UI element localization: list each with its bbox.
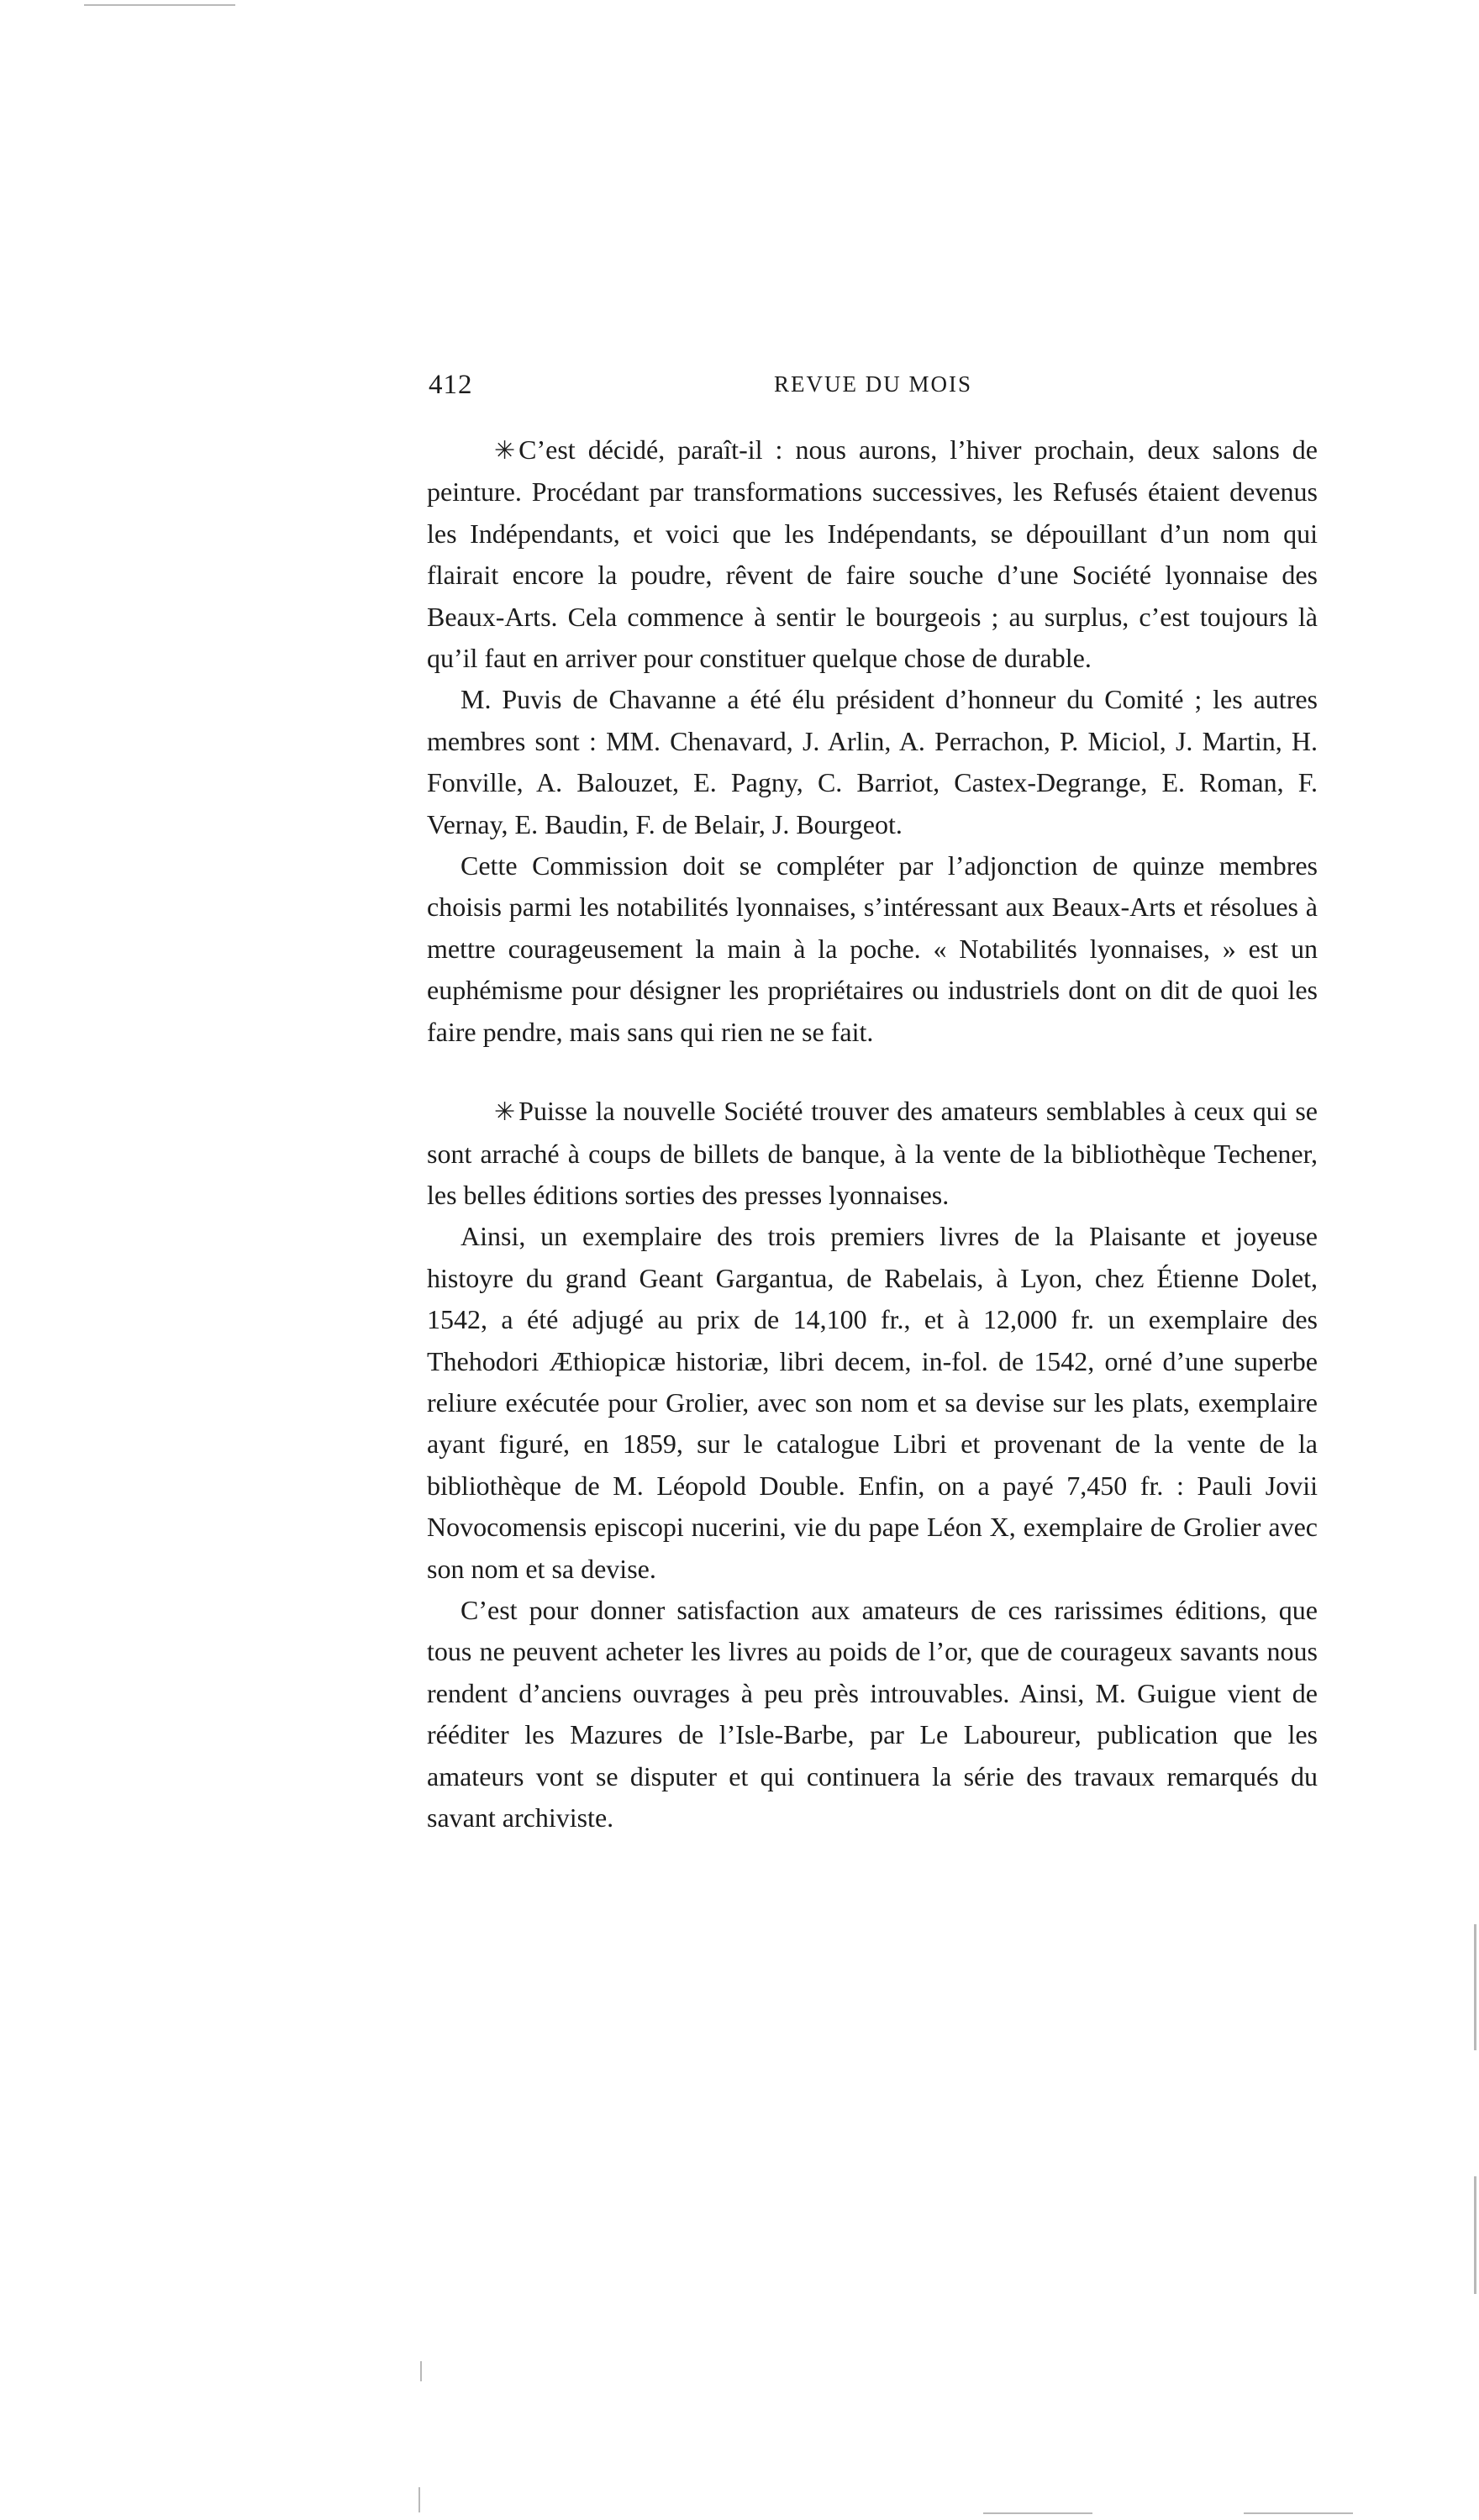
paragraph: C’est pour donner satisfaction aux amateurs de ces rarissimes éditions, que tous ne peuvent acheter les livres au poids de l’or, que de courageux savants nous rendent d’anciens ouvrages à peu près introuvables. Ainsi, M. Guigue vient de rééditer les Mazures de l’Isle-Barbe, par Le Laboureur, publication que les amateurs vont se disputer et qui continuera la série des travaux remarqués du savant archiviste. [427,1594,1318,1833]
body-text [427,429,1318,1839]
paragraph: ✳ C’est décidé, paraît-il : nous aurons, l’hiver prochain, deux salons de peinture. Procédant par transformations successives, les Refusés étaient devenus les Indépendants, et voici que les Indépendants, se dépouillant d’un nom qui flairait encore la poudre, rêvent de faire souche d’une Société lyonnaise des Beaux-Arts. Cela commence à sentir le bourgeois ; au surplus, c’est toujours là qu’il faut en arriver pour constituer quelque chose de durable. [427,429,1318,679]
paragraph: ✳ Puisse la nouvelle Société trouver des amateurs semblables à ceux qui se sont arraché à coups de billets de banque, à la vente de la bibliothèque Techener, les belles éditions sorties des presses lyonnaises. [427,1091,1318,1216]
scan-mark [84,4,235,6]
paragraph: Cette Commission doit se compléter par l’adjonction de quinze membres choisis parmi les notabilités lyonnaises, s’intéressant aux Beaux-Arts et résolues à mettre courageusement la main à la poche. « Notabilités lyonnaises, » est un euphémisme pour désigner les propriétaires ou industriels dont on dit de quoi les faire pendre, mais sans qui rien ne se fait. [427,850,1318,1047]
page-header [429,370,1318,403]
asterism-icon: ✳ [494,1098,516,1127]
paragraph: M. Puvis de Chavanne a été élu président d’honneur du Comité ; les autres membres sont : MM. Chenavard, J. Arlin, A. Perrachon, P. Miciol, J. Martin, H. Fonville, A. Balouzet, E. Pagny, C. Barriot, Castex-Degrange, E. Roman, F. Vernay, E. Baudin, F. de Belair, J. Bourgeot. [427,684,1318,839]
scan-mark [1474,1924,1476,2050]
news-item-salons [427,429,1318,1053]
page-number: 412 [429,370,473,400]
scan-mark [420,2361,422,2381]
paragraph: Ainsi, un exemplaire des trois premiers livres de la Plaisante et joyeuse histoyre du grand Geant Gargantua, de Rabelais, à Lyon, chez Étienne Dolet, 1542, a été adjugé au prix de 14,100 fr., et à 12,000 fr. un exemplaire des Thehodori Æthiopicæ historiæ, libri decem, in-fol. de 1542, orné d’une superbe reliure exécutée pour Grolier, avec son nom et sa devise sur les plats, exemplaire ayant figuré, en 1859, sur le catalogue Libri et provenant de la vente de la bibliothèque de M. Léopold Double. Enfin, on a payé 7,450 fr. : Pauli Jovii Novocomensis episcopi nucerini, vie du pape Léon X, exemplaire de Grolier avec son nom et sa devise. [427,1221,1318,1584]
scan-mark [418,2487,420,2512]
asterism-icon: ✳ [494,437,516,465]
scan-mark [983,2512,1092,2514]
scan-mark [1244,2512,1353,2514]
scan-mark [1474,2176,1476,2294]
news-item-bibliotheque [427,1091,1318,1839]
running-head: REVUE DU MOIS [773,371,972,397]
